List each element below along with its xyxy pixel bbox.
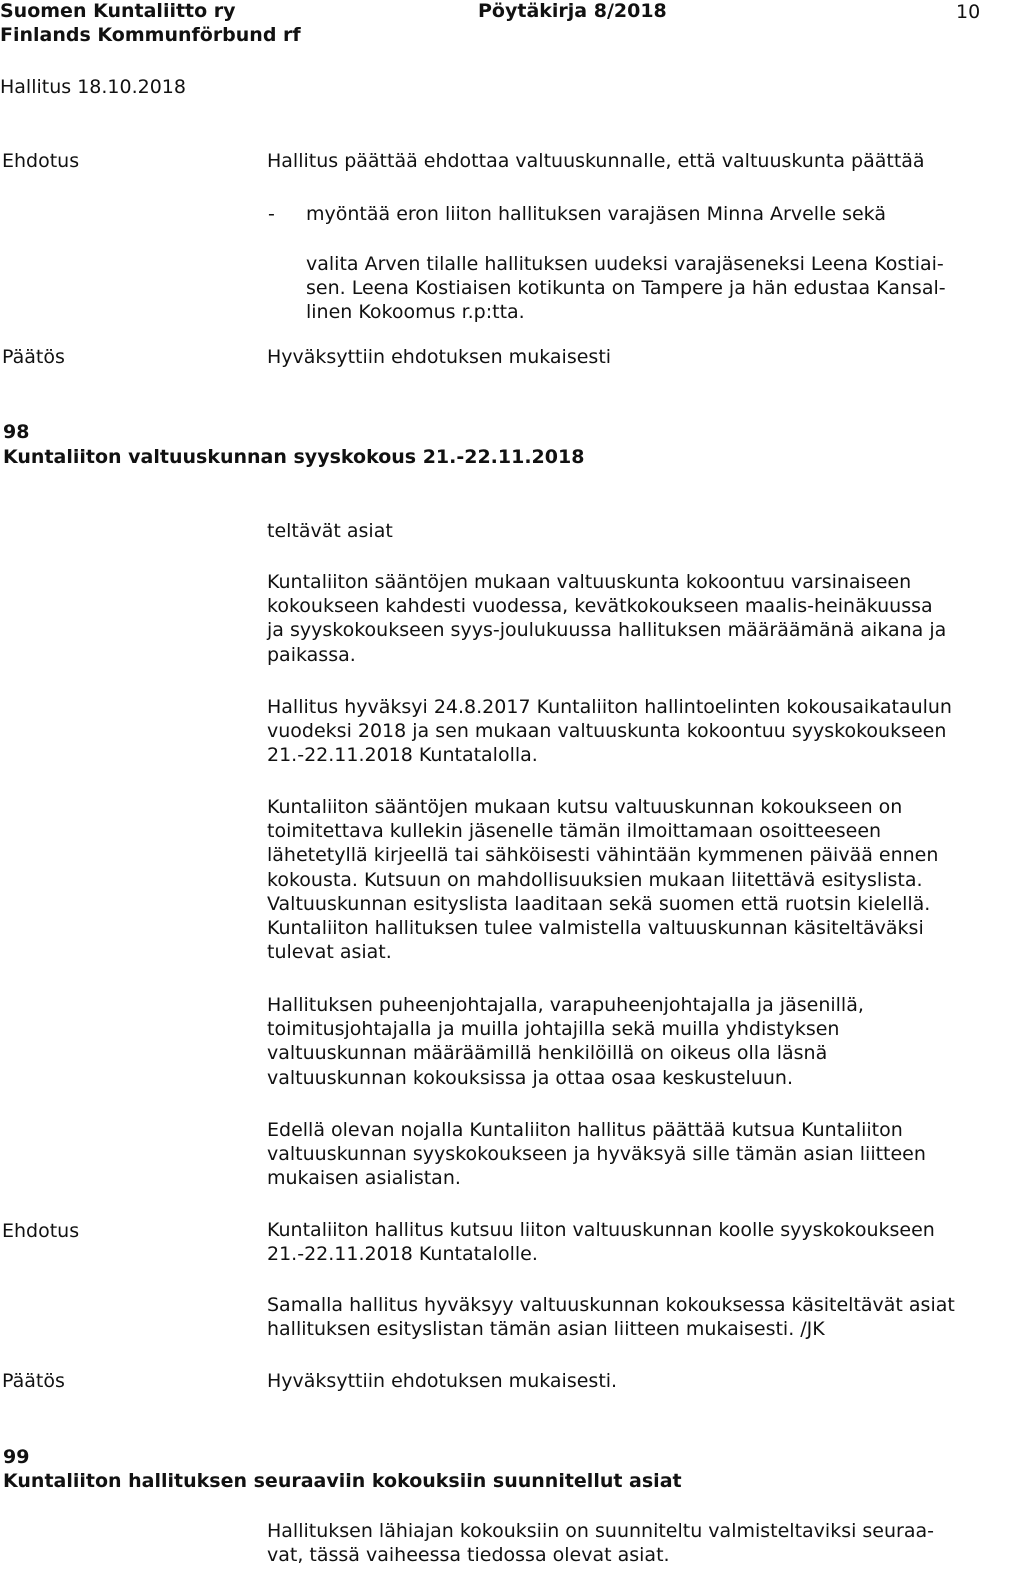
paatos-label: Päätös — [2, 1370, 65, 1392]
section-title: Kuntaliiton hallituksen seuraaviin kokouksiin suunnitellut asiat — [3, 1470, 682, 1492]
paragraph-line: ja syyskokoukseen syys-joulukuussa hallituksen määräämänä aikana ja — [267, 619, 947, 642]
proposal-paragraph — [306, 252, 946, 324]
section-title: Kuntaliiton valtuuskunnan syyskokous 21.-22.11.2018 — [3, 446, 585, 468]
paragraph-line: mukaisen asialistan. — [267, 1167, 461, 1190]
org-name-sv: Finlands Kommunförbund rf — [0, 24, 301, 46]
paragraph-line: valtuuskunnan määräämillä henkilöillä on oikeus olla läsnä — [267, 1042, 828, 1065]
paragraph-line: Hallitus hyväksyi 24.8.2017 Kuntaliiton hallintoelinten kokousaikataulun — [267, 696, 952, 718]
paragraph-line: vat, tässä vaiheessa tiedossa olevat asiat. — [267, 1544, 670, 1567]
paragraph-line: toimitettava kullekin jäsenelle tämän ilmoittamaan osoitteeseen — [267, 820, 882, 843]
document-title: Pöytäkirja 8/2018 — [478, 0, 667, 22]
paragraph-line: valtuuskunnan syyskokoukseen ja hyväksyä sille tämän asian liitteen — [267, 1143, 926, 1166]
paragraph — [267, 1519, 934, 1567]
paragraph — [267, 795, 938, 964]
paragraph-line: valtuuskunnan kokouksissa ja ottaa osaa keskusteluun. — [267, 1066, 793, 1089]
meeting-date: Hallitus 18.10.2018 — [0, 76, 186, 98]
org-name-fi: Suomen Kuntaliitto ry — [0, 0, 236, 22]
decision-text: Hyväksyttiin ehdotuksen mukaisesti — [267, 346, 612, 368]
section-number: 98 — [3, 421, 30, 443]
paragraph-line: Kuntaliiton sääntöjen mukaan valtuuskunta kokoontuu varsinaiseen — [267, 571, 912, 593]
paragraph — [267, 1118, 926, 1191]
subheading: teltävät asiat — [267, 520, 393, 542]
paragraph-line: Hallituksen puheenjohtajalla, varapuheenjohtajalla ja jäsenillä, — [267, 994, 864, 1016]
paragraph-line: tulevat asiat. — [267, 941, 392, 964]
paragraph-line: Kuntaliiton hallituksen tulee valmistella valtuuskunnan käsiteltäväksi — [267, 917, 924, 940]
paragraph — [267, 570, 946, 667]
proposal-text — [267, 1293, 955, 1341]
page-number: 10 — [956, 1, 981, 23]
paragraph-line: Samalla hallitus hyväksyy valtuuskunnan kokouksessa käsiteltävät asiat — [267, 1294, 955, 1316]
paragraph-line: toimitusjohtajalla ja muilla johtajilla sekä muilla yhdistyksen — [267, 1018, 840, 1041]
paragraph-line: kokousta. Kutsuun on mahdollisuuksien mukaan liitettävä esityslista. — [267, 868, 923, 891]
paragraph-line: Hallituksen lähiajan kokouksiin on suunniteltu valmisteltaviksi seuraa- — [267, 1520, 934, 1542]
paragraph-line: kokoukseen kahdesti vuodessa, kevätkokoukseen maalis-heinäkuussa — [267, 595, 933, 618]
paragraph-line: Valtuuskunnan esityslista laaditaan sekä suomen että ruotsin kielellä. — [267, 892, 931, 915]
paragraph-line: linen Kokoomus r.p:tta. — [306, 301, 525, 323]
ehdotus-label: Ehdotus — [2, 1220, 80, 1242]
paragraph-line: Kuntaliiton hallitus kutsuu liiton valtuuskunnan koolle syyskokoukseen — [267, 1219, 935, 1241]
paragraph — [267, 695, 952, 768]
ehdotus-label: Ehdotus — [2, 150, 80, 172]
paragraph-line: 21.-22.11.2018 Kuntatalolle. — [267, 1243, 538, 1266]
section-number: 99 — [3, 1446, 30, 1468]
paatos-label: Päätös — [2, 346, 65, 368]
paragraph-line: paikassa. — [267, 643, 356, 666]
proposal-intro: Hallitus päättää ehdottaa valtuuskunnalle, että valtuuskunta päättää — [267, 150, 925, 172]
paragraph-line: hallituksen esityslistan tämän asian liitteen mukaisesti. /JK — [267, 1318, 825, 1341]
paragraph-line: lähetetyllä kirjeellä tai sähköisesti vähintään kymmenen päivää ennen — [267, 844, 939, 867]
paragraph-line: Edellä olevan nojalla Kuntaliiton hallitus päättää kutsua Kuntaliiton — [267, 1119, 903, 1141]
paragraph-line: Kuntaliiton sääntöjen mukaan kutsu valtuuskunnan kokoukseen on — [267, 796, 903, 818]
proposal-bullet: myöntää eron liiton hallituksen varajäsen Minna Arvelle sekä — [306, 203, 886, 225]
paragraph-line: sen. Leena Kostiaisen kotikunta on Tampere ja hän edustaa Kansal- — [306, 277, 946, 299]
paragraph-line: valita Arven tilalle hallituksen uudeksi varajäseneksi Leena Kostiai- — [306, 253, 944, 275]
bullet-mark: - — [268, 203, 275, 225]
paragraph — [267, 993, 864, 1090]
paragraph-line: vuodeksi 2018 ja sen mukaan valtuuskunta kokoontuu syyskokoukseen — [267, 720, 947, 743]
paragraph-line: 21.-22.11.2018 Kuntatalolla. — [267, 744, 538, 767]
proposal-text — [267, 1218, 935, 1266]
decision-text: Hyväksyttiin ehdotuksen mukaisesti. — [267, 1370, 618, 1392]
